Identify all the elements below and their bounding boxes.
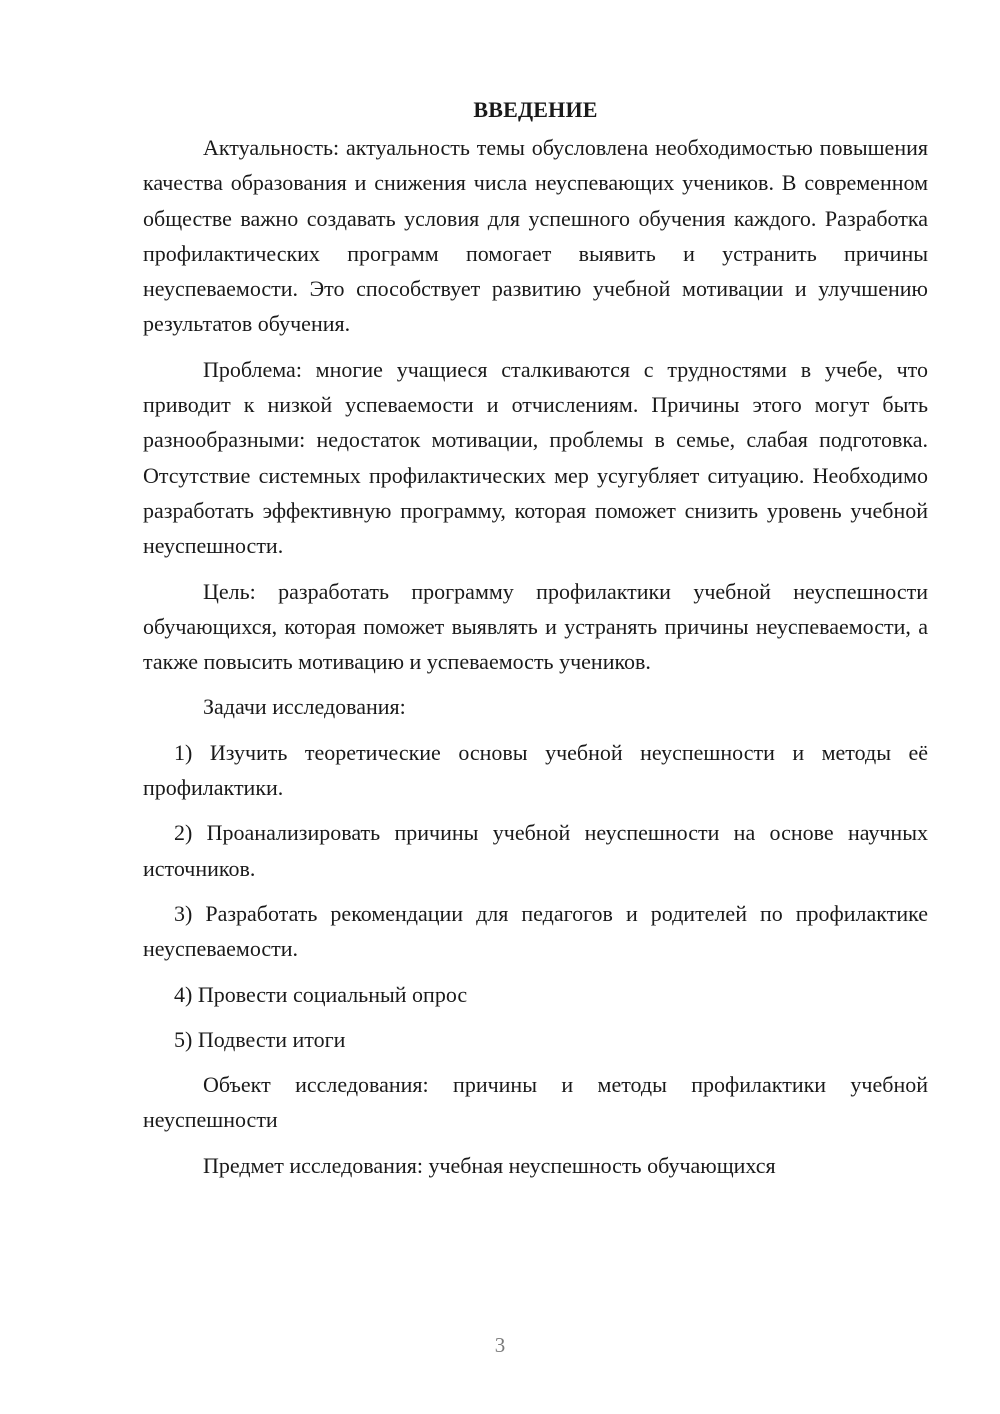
goal-paragraph: Цель: разработать программу профилактики учебной неуспешности обучающихся, которая поможет выявлять и устранять причины неуспеваемости, а также повысить мотивацию и успеваемость учеников. (143, 578, 928, 675)
tasks-heading: Задачи исследования: (203, 694, 406, 720)
task-item-5: 5) Подвести итоги (174, 1026, 346, 1052)
task-item-4: 4) Провести социальный опрос (174, 981, 468, 1007)
research-subject-paragraph: Предмет исследования: учебная неуспешность обучающихся (203, 1152, 776, 1178)
page-number: 3 (494, 1333, 506, 1357)
task-item-2: 2) Проанализировать причины учебной неуспешности на основе научных источников. (143, 820, 928, 881)
document-page (143, 92, 928, 1193)
task-item-3: 3) Разработать рекомендации для педагогов и родителей по профилактике неуспеваемости. (143, 900, 928, 962)
task-item-1: 1) Изучить теоретические основы учебной неуспешности и методы её профилактики. (143, 739, 928, 801)
page-title: ВВЕДЕНИЕ (473, 97, 598, 122)
relevance-paragraph: Актуальность: актуальность темы обусловлена необходимостью повышения качества образования и снижения числа неуспевающих учеников. В современном обществе важно создавать условия для успешного обучения каждого. Разработка профилактических программ помогает выявить и устранить причины неуспеваемости. Это способствует развитию учебной мотивации и улучшению результатов обучения. (143, 135, 928, 337)
research-object-paragraph: Объект исследования: причины и методы профилактики учебной неуспешности (143, 1072, 928, 1133)
problem-paragraph: Проблема: многие учащиеся сталкиваются с трудностями в учебе, что приводит к низкой успеваемости и отчислениям. Причины этого могут быть разнообразными: недостаток мотивации, проблемы в семье, слабая подготовка. Отсутствие системных профилактических мер усугубляет ситуацию. Необходимо разработать эффективную программу, которая поможет снизить уровень учебной неуспешности. (143, 356, 928, 559)
